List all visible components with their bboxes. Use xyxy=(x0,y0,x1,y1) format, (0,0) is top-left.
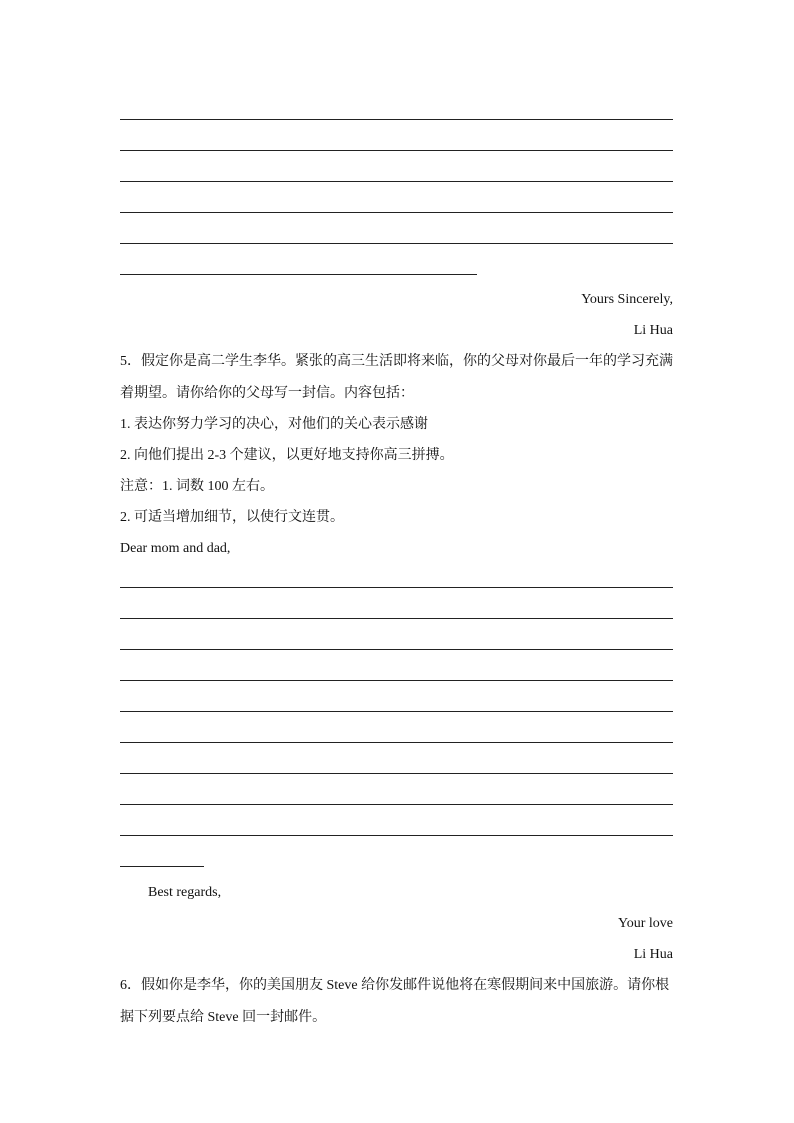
writing-line xyxy=(120,618,673,619)
letter-signoff: Your love xyxy=(618,916,673,931)
writing-line xyxy=(120,835,673,836)
writing-line xyxy=(120,119,673,120)
question-6-prompt-line2: 据下列要点给 Steve 回一封邮件。 xyxy=(120,1010,327,1025)
letter-closing: Best regards, xyxy=(148,885,222,900)
writing-line xyxy=(120,711,673,712)
question-5-note1: 注意：1. 词数 100 左右。 xyxy=(120,479,274,494)
writing-line xyxy=(120,243,673,244)
writing-line xyxy=(120,649,673,650)
writing-line xyxy=(120,773,673,774)
writing-line xyxy=(120,212,673,213)
writing-line-short xyxy=(120,274,477,275)
question-5-point1: 1. 表达你努力学习的决心，对他们的关心表示感谢 xyxy=(120,417,428,432)
letter-greeting: Dear mom and dad, xyxy=(120,541,231,556)
writing-line xyxy=(120,804,673,805)
writing-line xyxy=(120,150,673,151)
letter-signature: Li Hua xyxy=(633,323,673,338)
letter-signoff: Yours Sincerely, xyxy=(581,292,673,307)
question-5-prompt-line1: 5．假定你是高二学生李华。紧张的高三生活即将来临，你的父母对你最后一年的学习充满 xyxy=(120,354,673,369)
writing-line xyxy=(120,680,673,681)
question-5-note2: 2. 可适当增加细节，以使行文连贯。 xyxy=(120,510,344,525)
writing-line xyxy=(120,181,673,182)
writing-line xyxy=(120,742,673,743)
question-6-prompt-line1: 6．假如你是李华，你的美国朋友 Steve 给你发邮件说他将在寒假期间来中国旅游。请你根 xyxy=(120,978,670,993)
writing-line-short xyxy=(120,866,204,867)
letter-signature: Li Hua xyxy=(633,947,673,962)
writing-line xyxy=(120,587,673,588)
question-5-point2: 2. 向他们提出 2-3 个建议，以更好地支持你高三拼搏。 xyxy=(120,448,454,463)
question-5-prompt-line2: 着期望。请你给你的父母写一封信。内容包括： xyxy=(120,386,414,401)
